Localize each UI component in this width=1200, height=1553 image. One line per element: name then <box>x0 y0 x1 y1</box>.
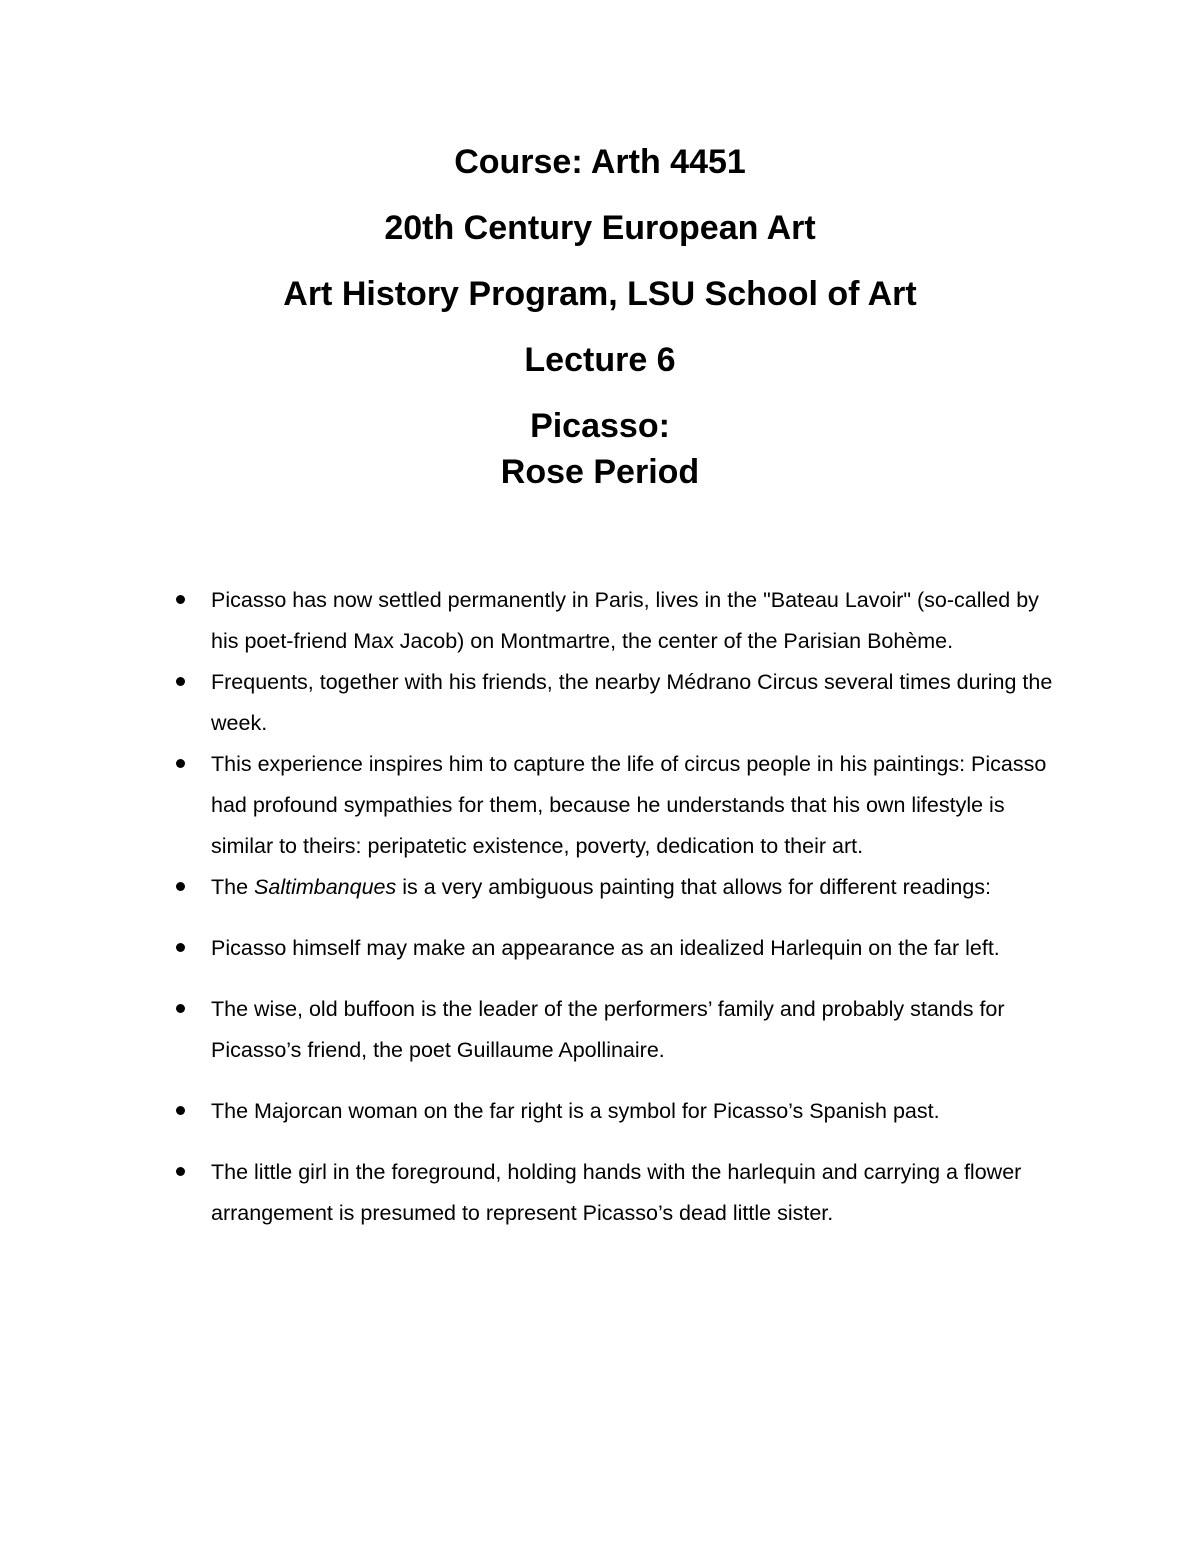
bullet-icon <box>176 882 185 891</box>
list-item <box>0 662 1200 744</box>
bullet-icon <box>176 1106 185 1115</box>
course-code-heading: Course: Arth 4451 <box>454 143 746 181</box>
list-item-text: Picasso has now settled permanently in Paris, lives in the "Bateau Lavoir" (so-called by his poet-friend Max Jacob) on Montmartre, the center of the Parisian Bohème. <box>211 588 1039 653</box>
list-item <box>0 1091 1200 1132</box>
list-item <box>0 744 1200 867</box>
list-item-text: The little girl in the foreground, holding hands with the harlequin and carrying a flower arrangement is presumed to represent Picasso’s dead little sister. <box>211 1160 1022 1225</box>
bullet-icon <box>176 1004 185 1013</box>
list-item-text: The Majorcan woman on the far right is a symbol for Picasso’s Spanish past. <box>211 1099 940 1123</box>
bullet-icon <box>176 1167 185 1176</box>
list-item <box>0 989 1200 1071</box>
lecture-heading: Lecture 6 <box>524 341 676 379</box>
topic-heading-line1: Picasso: <box>530 407 670 445</box>
bullet-icon <box>176 759 185 768</box>
list-item-text: Picasso himself may make an appearance as an idealized Harlequin on the far left. <box>211 936 1000 960</box>
list-item <box>0 580 1200 662</box>
list-item-text-after: is a very ambiguous painting that allows for different readings: <box>396 875 992 899</box>
bullet-icon <box>176 943 185 952</box>
list-item <box>0 867 1200 908</box>
program-heading: Art History Program, LSU School of Art <box>283 275 917 313</box>
list-item-text: The wise, old buffoon is the leader of the performers’ family and probably stands for Picasso’s friend, the poet Guillaume Apollinaire. <box>211 997 1005 1062</box>
list-item-text: Frequents, together with his friends, the nearby Médrano Circus several times during the week. <box>211 670 1053 735</box>
bullet-icon <box>176 595 185 604</box>
course-title-heading: 20th Century European Art <box>384 209 816 247</box>
topic-heading-line2: Rose Period <box>500 453 700 491</box>
painting-title: Saltimbanques <box>254 875 397 899</box>
list-item-text-before: The <box>211 875 255 899</box>
bullet-icon <box>176 677 185 686</box>
list-item <box>0 928 1200 969</box>
list-item-text: This experience inspires him to capture the life of circus people in his paintings: Picasso had profound sympathies for them, because he understands that his own lifestyle is similar to theirs: peripatetic existence, poverty, dedication to their art. <box>211 752 1047 858</box>
list-item <box>0 1152 1200 1234</box>
bullet-list <box>0 580 1200 1234</box>
